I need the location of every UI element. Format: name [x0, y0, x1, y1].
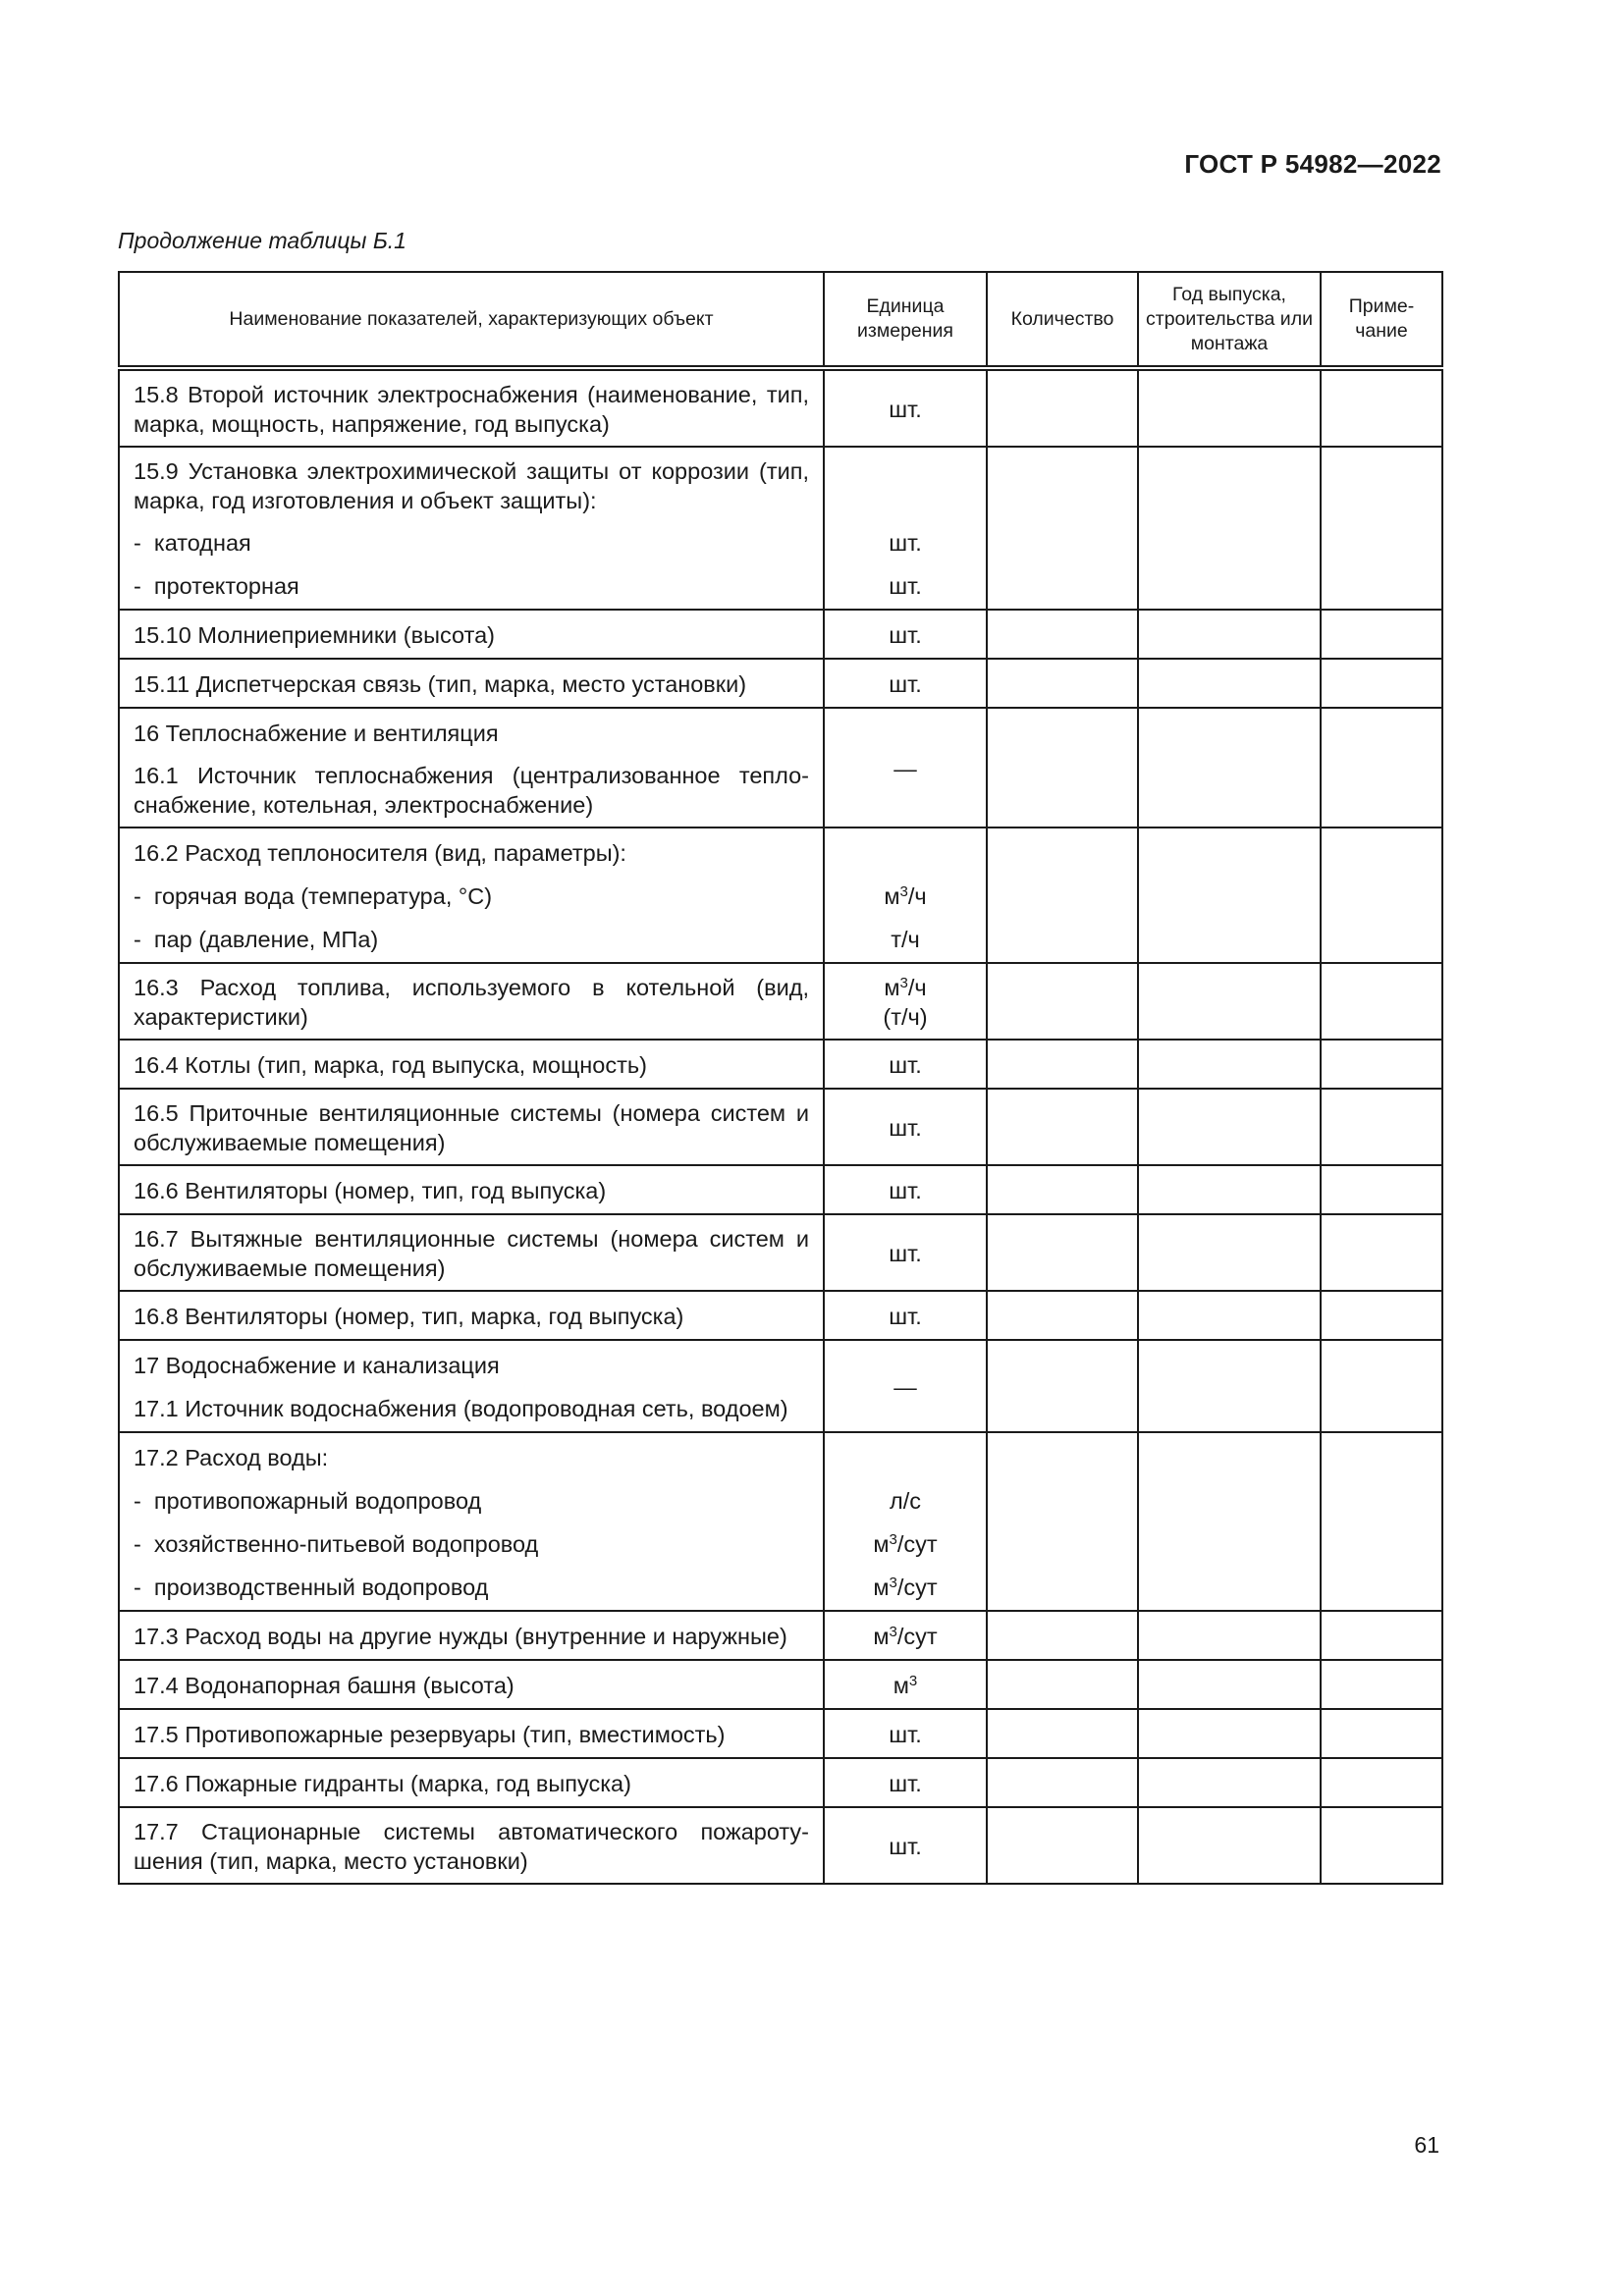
- table-row: [119, 1089, 1442, 1165]
- indicator-name-cell: [119, 963, 824, 1040]
- list-item-text: - производственный водопровод: [134, 1573, 809, 1602]
- list-item-text: - катодная: [134, 528, 809, 558]
- quantity-cell: [987, 368, 1138, 447]
- year-cell: [1138, 708, 1321, 828]
- unit-cell: [824, 659, 987, 708]
- quantity-cell: [987, 1214, 1138, 1291]
- year-cell: [1138, 1214, 1321, 1291]
- year-cell: [1138, 1611, 1321, 1660]
- unit-value: м $^3$ /сут: [873, 1624, 938, 1649]
- note-cell: [1321, 828, 1442, 963]
- list-item-text: - горячая вода (температура, °С): [134, 881, 809, 911]
- note-cell: [1321, 1291, 1442, 1340]
- quantity-cell: [987, 447, 1138, 610]
- unit-cell: [824, 1089, 987, 1165]
- note-cell: [1321, 1807, 1442, 1884]
- list-item-text: - пар (давление, МПа): [134, 925, 809, 954]
- quantity-cell: [987, 1709, 1138, 1758]
- unit-value: шт.: [889, 1178, 922, 1203]
- unit-value: [839, 836, 972, 870]
- indicator-text: 16.8 Вентиляторы (номер, тип, марка, год выпуска): [134, 1304, 684, 1329]
- unit-value: шт.: [889, 1115, 922, 1141]
- unit-cell: [824, 1040, 987, 1089]
- table-row: [119, 1291, 1442, 1340]
- indicator-name-cell: [119, 368, 824, 447]
- indicator-text: 16 Теплоснабжение и вентиляция: [134, 721, 499, 746]
- indicator-text: 17.1 Источник водоснабжения (водопроводная сеть, водоем): [134, 1396, 788, 1421]
- table-row: [119, 610, 1442, 659]
- quantity-cell: [987, 1340, 1138, 1432]
- unit-cell: [824, 828, 987, 963]
- note-cell: [1321, 1089, 1442, 1165]
- year-cell: [1138, 1089, 1321, 1165]
- indicator-name-cell: [119, 1807, 824, 1884]
- note-cell: [1321, 1611, 1442, 1660]
- indicator-text: 16.7 Вытяжные вентиляционные системы (номера систем и обслуживаемые помещения): [134, 1226, 809, 1281]
- list-item-text: - протекторная: [134, 571, 809, 601]
- unit-cell: [824, 447, 987, 610]
- table-row: [119, 447, 1442, 610]
- year-cell: [1138, 1758, 1321, 1807]
- column-header-name: Наименование показателей, характеризующих объект: [119, 272, 824, 368]
- note-cell: [1321, 1709, 1442, 1758]
- unit-value: $м^3/ч$ (т/ч): [883, 975, 928, 1030]
- quantity-cell: [987, 708, 1138, 828]
- table-row: [119, 1214, 1442, 1291]
- list-item-text: - хозяйственно-питьевой водопровод: [134, 1529, 809, 1559]
- indicator-text: 15.8 Второй источник электроснабжения (наименование, тип, марка, мощность, напряжение, год выпуска): [134, 382, 809, 437]
- unit-cell: [824, 1611, 987, 1660]
- equipment-table: [118, 271, 1443, 1885]
- table-row: [119, 1709, 1442, 1758]
- note-cell: [1321, 1432, 1442, 1611]
- note-cell: [1321, 1040, 1442, 1089]
- note-cell: [1321, 1758, 1442, 1807]
- indicator-text: 16.2 Расход теплоносителя (вид, параметры):: [134, 840, 626, 866]
- unit-value: м $^3$: [893, 1673, 918, 1698]
- indicator-name-cell: [119, 1432, 824, 1611]
- indicator-name-cell: [119, 1660, 824, 1709]
- unit-value: шт.: [889, 671, 922, 697]
- unit-value: шт.: [889, 1052, 922, 1078]
- unit-cell: [824, 1165, 987, 1214]
- unit-value: шт.: [889, 622, 922, 648]
- unit-value: м $^3$ /сут: [873, 1575, 938, 1600]
- unit-value: шт.: [889, 1722, 922, 1747]
- indicator-text: 17.7 Стационарные системы автоматического пожароту-шения (тип, марка, место установки): [134, 1819, 809, 1874]
- indicator-name-cell: [119, 1089, 824, 1165]
- unit-value: л/с: [890, 1488, 921, 1514]
- unit-cell: [824, 1758, 987, 1807]
- column-header-note: Приме-чание: [1321, 272, 1442, 368]
- quantity-cell: [987, 1807, 1138, 1884]
- note-cell: [1321, 1340, 1442, 1432]
- unit-cell: [824, 1432, 987, 1611]
- quantity-cell: [987, 659, 1138, 708]
- indicator-name-cell: [119, 1758, 824, 1807]
- document-code: ГОСТ Р 54982—2022: [1184, 149, 1441, 179]
- year-cell: [1138, 963, 1321, 1040]
- indicator-text: 16.6 Вентиляторы (номер, тип, год выпуска): [134, 1178, 607, 1203]
- indicator-name-cell: [119, 1611, 824, 1660]
- indicator-text: 15.11 Диспетчерская связь (тип, марка, место установки): [134, 671, 747, 697]
- year-cell: [1138, 447, 1321, 610]
- note-cell: [1321, 708, 1442, 828]
- unit-cell: [824, 708, 987, 828]
- table-header-row: [119, 272, 1442, 368]
- unit-value: шт.: [889, 573, 922, 599]
- indicator-name-cell: [119, 1165, 824, 1214]
- indicator-text: 16.3 Расход топлива, используемого в котельной (вид, характеристики): [134, 975, 809, 1030]
- indicator-name-cell: [119, 708, 824, 828]
- indicator-name-cell: [119, 1291, 824, 1340]
- note-cell: [1321, 963, 1442, 1040]
- unit-value: [839, 1441, 972, 1474]
- table-row: [119, 1340, 1442, 1432]
- indicator-text: 17.6 Пожарные гидранты (марка, год выпуска): [134, 1771, 631, 1796]
- table-row: [119, 828, 1442, 963]
- unit-value: м $^3$ /ч: [884, 883, 927, 909]
- quantity-cell: [987, 1660, 1138, 1709]
- year-cell: [1138, 368, 1321, 447]
- quantity-cell: [987, 828, 1138, 963]
- year-cell: [1138, 1165, 1321, 1214]
- year-cell: [1138, 1340, 1321, 1432]
- table-row: [119, 1807, 1442, 1884]
- note-cell: [1321, 1214, 1442, 1291]
- indicator-text: 16.1 Источник теплоснабжения (централизованное тепло-снабжение, котельная, электроснабжение): [134, 763, 809, 818]
- page-number: 61: [1414, 2132, 1439, 2158]
- note-cell: [1321, 659, 1442, 708]
- indicator-text: 17 Водоснабжение и канализация: [134, 1353, 500, 1378]
- table-row: [119, 1165, 1442, 1214]
- table-row: [119, 1611, 1442, 1660]
- indicator-text: 15.9 Установка электрохимической защиты от коррозии (тип, марка, год изготовления и объект защиты):: [134, 458, 809, 513]
- indicator-name-cell: [119, 447, 824, 610]
- indicator-name-cell: [119, 1340, 824, 1432]
- indicator-text: 17.4 Водонапорная башня (высота): [134, 1673, 514, 1698]
- quantity-cell: [987, 1758, 1138, 1807]
- year-cell: [1138, 1040, 1321, 1089]
- table-row: [119, 963, 1442, 1040]
- unit-cell: [824, 1214, 987, 1291]
- quantity-cell: [987, 1089, 1138, 1165]
- unit-value: —: [893, 756, 917, 781]
- indicator-name-cell: [119, 1709, 824, 1758]
- table-row: [119, 1758, 1442, 1807]
- indicator-name-cell: [119, 1040, 824, 1089]
- unit-cell: [824, 1660, 987, 1709]
- unit-value: шт.: [889, 1241, 922, 1266]
- quantity-cell: [987, 963, 1138, 1040]
- year-cell: [1138, 1291, 1321, 1340]
- quantity-cell: [987, 1611, 1138, 1660]
- table-row: [119, 708, 1442, 828]
- indicator-text: 16.5 Приточные вентиляционные системы (номера систем и обслуживаемые помещения): [134, 1100, 809, 1155]
- note-cell: [1321, 610, 1442, 659]
- quantity-cell: [987, 610, 1138, 659]
- year-cell: [1138, 1432, 1321, 1611]
- indicator-name-cell: [119, 828, 824, 963]
- note-cell: [1321, 447, 1442, 610]
- unit-cell: [824, 1340, 987, 1432]
- table-caption: Продолжение таблицы Б.1: [118, 228, 406, 253]
- unit-value: —: [893, 1374, 917, 1400]
- unit-cell: [824, 1291, 987, 1340]
- year-cell: [1138, 1660, 1321, 1709]
- unit-value: [839, 455, 972, 516]
- unit-cell: [824, 610, 987, 659]
- indicator-name-cell: [119, 659, 824, 708]
- list-item-text: - противопожарный водопровод: [134, 1486, 809, 1516]
- unit-cell: [824, 368, 987, 447]
- year-cell: [1138, 610, 1321, 659]
- unit-cell: [824, 963, 987, 1040]
- indicator-name-cell: [119, 1214, 824, 1291]
- unit-value: шт.: [889, 397, 922, 422]
- year-cell: [1138, 659, 1321, 708]
- quantity-cell: [987, 1291, 1138, 1340]
- table-row: [119, 368, 1442, 447]
- indicator-text: 17.2 Расход воды:: [134, 1445, 329, 1470]
- year-cell: [1138, 828, 1321, 963]
- note-cell: [1321, 1165, 1442, 1214]
- table-row: [119, 1432, 1442, 1611]
- quantity-cell: [987, 1040, 1138, 1089]
- table-row: [119, 1660, 1442, 1709]
- year-cell: [1138, 1709, 1321, 1758]
- year-cell: [1138, 1807, 1321, 1884]
- note-cell: [1321, 368, 1442, 447]
- indicator-name-cell: [119, 610, 824, 659]
- indicator-text: 16.4 Котлы (тип, марка, год выпуска, мощность): [134, 1052, 647, 1078]
- indicator-text: 17.3 Расход воды на другие нужды (внутренние и наружные): [134, 1624, 787, 1649]
- unit-value: т/ч: [891, 927, 920, 952]
- indicator-text: 17.5 Противопожарные резервуары (тип, вместимость): [134, 1722, 726, 1747]
- unit-value: шт.: [889, 1771, 922, 1796]
- note-cell: [1321, 1660, 1442, 1709]
- quantity-cell: [987, 1165, 1138, 1214]
- unit-cell: [824, 1709, 987, 1758]
- indicator-text: 15.10 Молниеприемники (высота): [134, 622, 495, 648]
- column-header-year: Год выпуска, строительства или монтажа: [1138, 272, 1321, 368]
- unit-cell: [824, 1807, 987, 1884]
- unit-value: м $^3$ /сут: [873, 1531, 938, 1557]
- column-header-quantity: Количество: [987, 272, 1138, 368]
- quantity-cell: [987, 1432, 1138, 1611]
- unit-value: шт.: [889, 1834, 922, 1859]
- unit-value: шт.: [889, 1304, 922, 1329]
- table-row: [119, 1040, 1442, 1089]
- unit-value: шт.: [889, 530, 922, 556]
- table-row: [119, 659, 1442, 708]
- column-header-unit: Единица измерения: [824, 272, 987, 368]
